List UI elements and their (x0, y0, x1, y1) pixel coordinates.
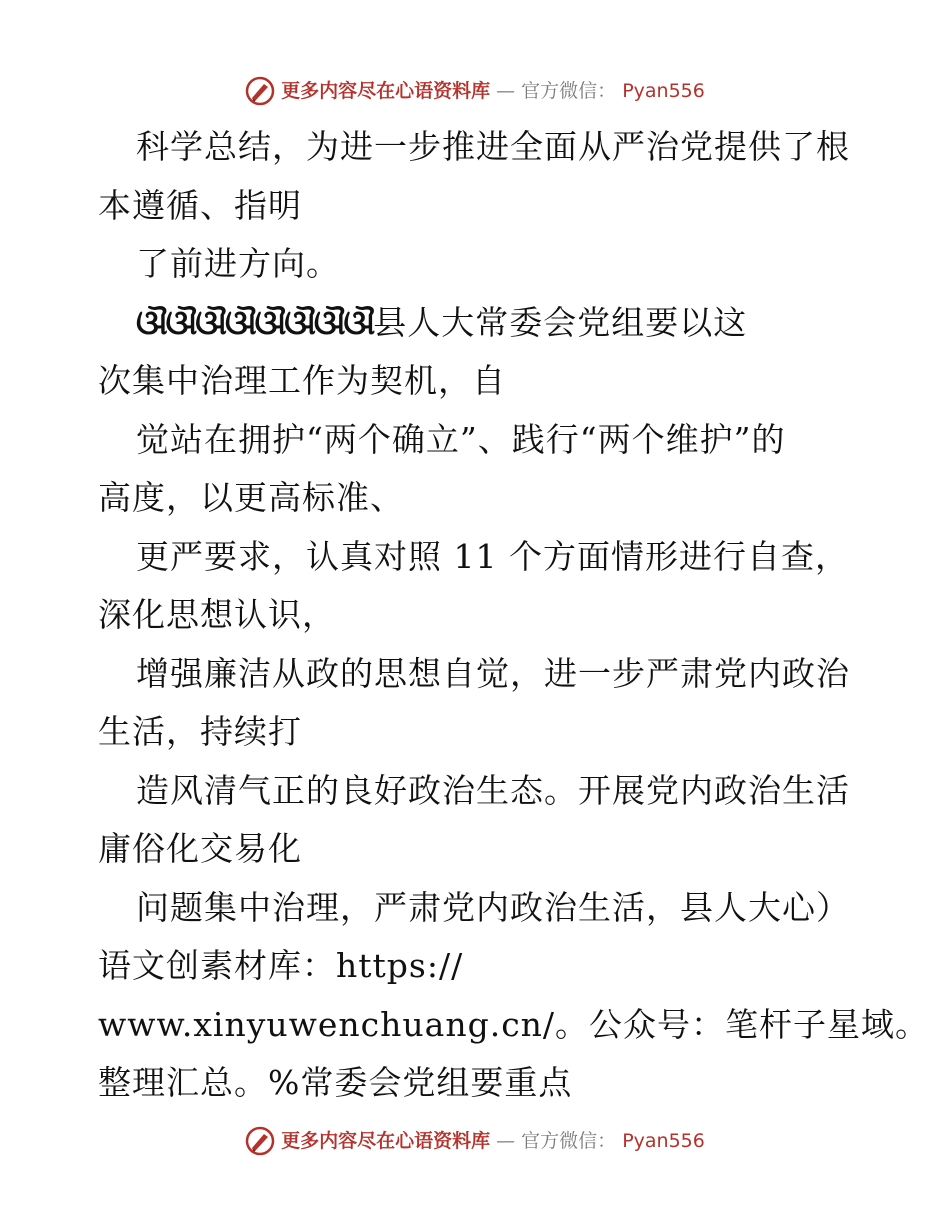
body-line-ornament (98, 294, 868, 353)
banner-wechat-label: 官方微信： (521, 80, 617, 102)
body-line: 庸俗化交易化 (98, 829, 302, 868)
body-line: 造风清气正的良好政治生态。开展党内政治生活 (136, 770, 850, 810)
body-line: 增强廉洁从政的思想自觉，进一步严肃党内政治 (136, 653, 850, 693)
body-line: 更严要求，认真对照 11 个方面情形进行自查， (136, 536, 849, 576)
banner-separator: — (496, 1130, 516, 1152)
document-body (98, 118, 930, 1113)
body-line: 科学总结，为进一步推进全面从严治党提供了根 (136, 127, 850, 166)
banner-text: 更多内容尽在心语资料库 (281, 80, 491, 102)
body-line: 次集中治理工作为契机，自 (98, 361, 506, 400)
body-line: 整理汇总。%常委会党组要重点 (98, 1063, 573, 1102)
banner-wechat-id: Pyan556 (622, 80, 705, 102)
body-line: 深化思想认识， (98, 595, 336, 634)
body-line: 了前进方向。 (136, 244, 340, 283)
footer-banner (0, 1126, 950, 1156)
body-line: www.xinyuwenchuang.cn/。公众号：笔杆子星域。 (98, 1004, 930, 1044)
ornament-glyphs: ଔଔଔଔଔଔଔଔ (136, 302, 374, 342)
header-banner (0, 76, 950, 106)
body-line: 本遵循、指明 (98, 185, 302, 225)
banner-separator: — (496, 80, 516, 102)
banner-wechat-id: Pyan556 (622, 1130, 705, 1152)
body-line-text: 县人大常委会党组要以这 (373, 302, 748, 342)
pen-logo-icon (245, 76, 275, 106)
body-line: 生活，持续打 (98, 712, 302, 751)
body-line: 问题集中治理，严肃党内政治生活，县人大心） (136, 887, 850, 927)
body-line: 觉站在拥护“两个确立”、践行“两个维护”的 (136, 419, 786, 459)
pen-logo-icon (245, 1126, 275, 1156)
banner-wechat-label: 官方微信： (521, 1130, 617, 1152)
body-line: 高度，以更高标准、 (98, 478, 404, 517)
body-line: 语文创素材库：https:// (98, 946, 464, 985)
banner-text: 更多内容尽在心语资料库 (281, 1130, 491, 1152)
